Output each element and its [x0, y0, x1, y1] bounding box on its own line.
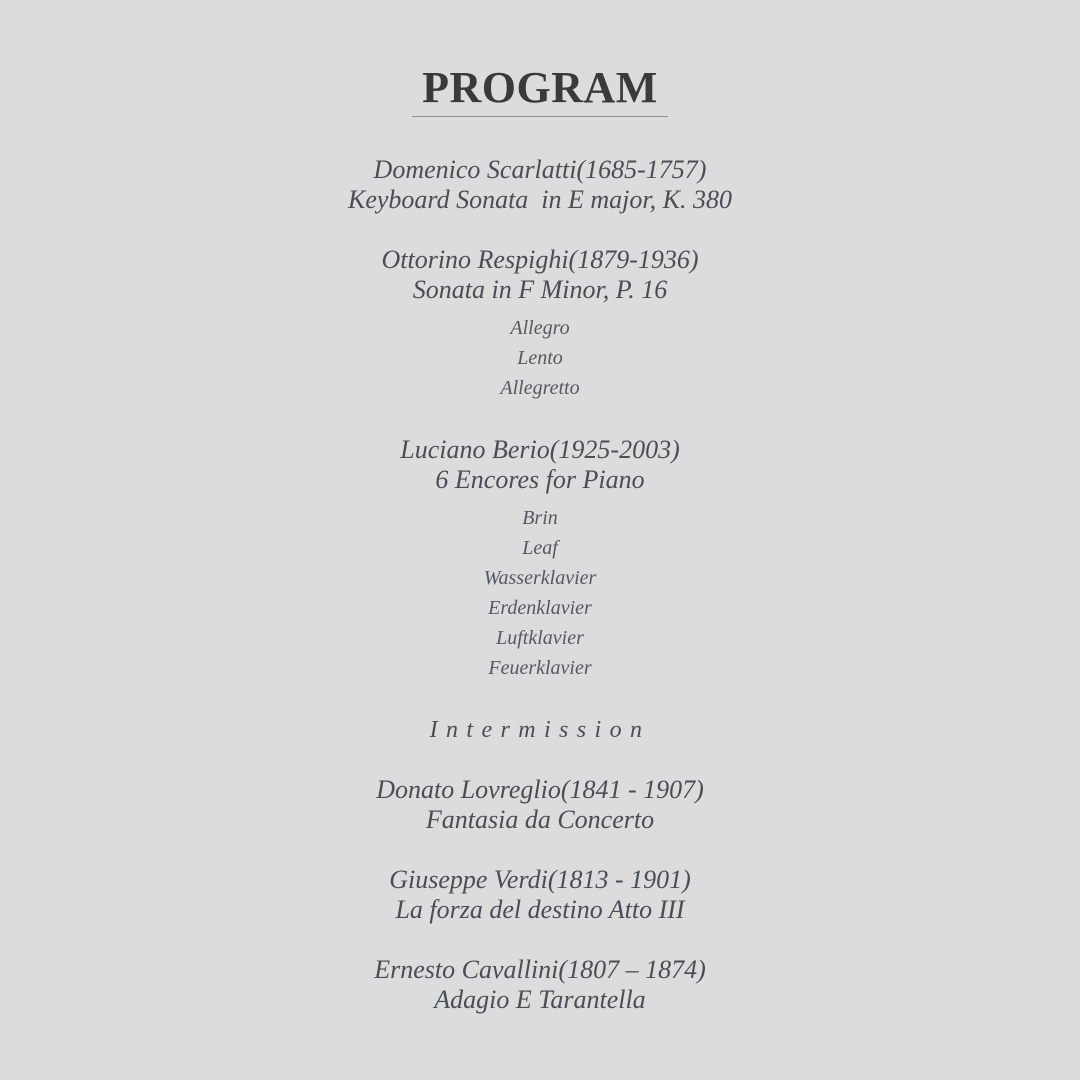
movement-line: Feuerklavier	[488, 657, 592, 679]
intermission-label: Intermission	[429, 717, 651, 743]
work-title: La forza del destino Atto III	[395, 895, 685, 924]
movement-line: Erdenklavier	[488, 597, 592, 619]
composer-line: Ottorino Respighi(1879-1936)	[381, 245, 699, 274]
movement-line: Wasserklavier	[483, 567, 597, 589]
movement-line: Brin	[522, 507, 558, 529]
composer-line: Donato Lovreglio(1841 - 1907)	[376, 775, 704, 804]
work-title: Adagio E Tarantella	[434, 985, 646, 1014]
page-title: PROGRAM	[412, 62, 668, 117]
work-title: 6 Encores for Piano	[435, 465, 645, 494]
movement-line: Allegro	[510, 317, 570, 339]
composer-line: Ernesto Cavallini(1807 – 1874)	[374, 955, 706, 984]
composer-line: Luciano Berio(1925-2003)	[400, 435, 680, 464]
work-title: Fantasia da Concerto	[425, 805, 655, 834]
work-title: Sonata in F Minor, P. 16	[412, 275, 668, 304]
movement-line: Luftklavier	[496, 627, 584, 649]
movement-line: Leaf	[522, 537, 558, 559]
composer-line: Giuseppe Verdi(1813 - 1901)	[389, 865, 691, 894]
work-title: Keyboard Sonata in E major, K. 380	[348, 185, 732, 214]
movement-line: Lento	[517, 347, 563, 369]
composer-line: Domenico Scarlatti(1685-1757)	[373, 155, 707, 184]
header	[0, 62, 1080, 117]
movement-line: Allegretto	[500, 377, 580, 399]
